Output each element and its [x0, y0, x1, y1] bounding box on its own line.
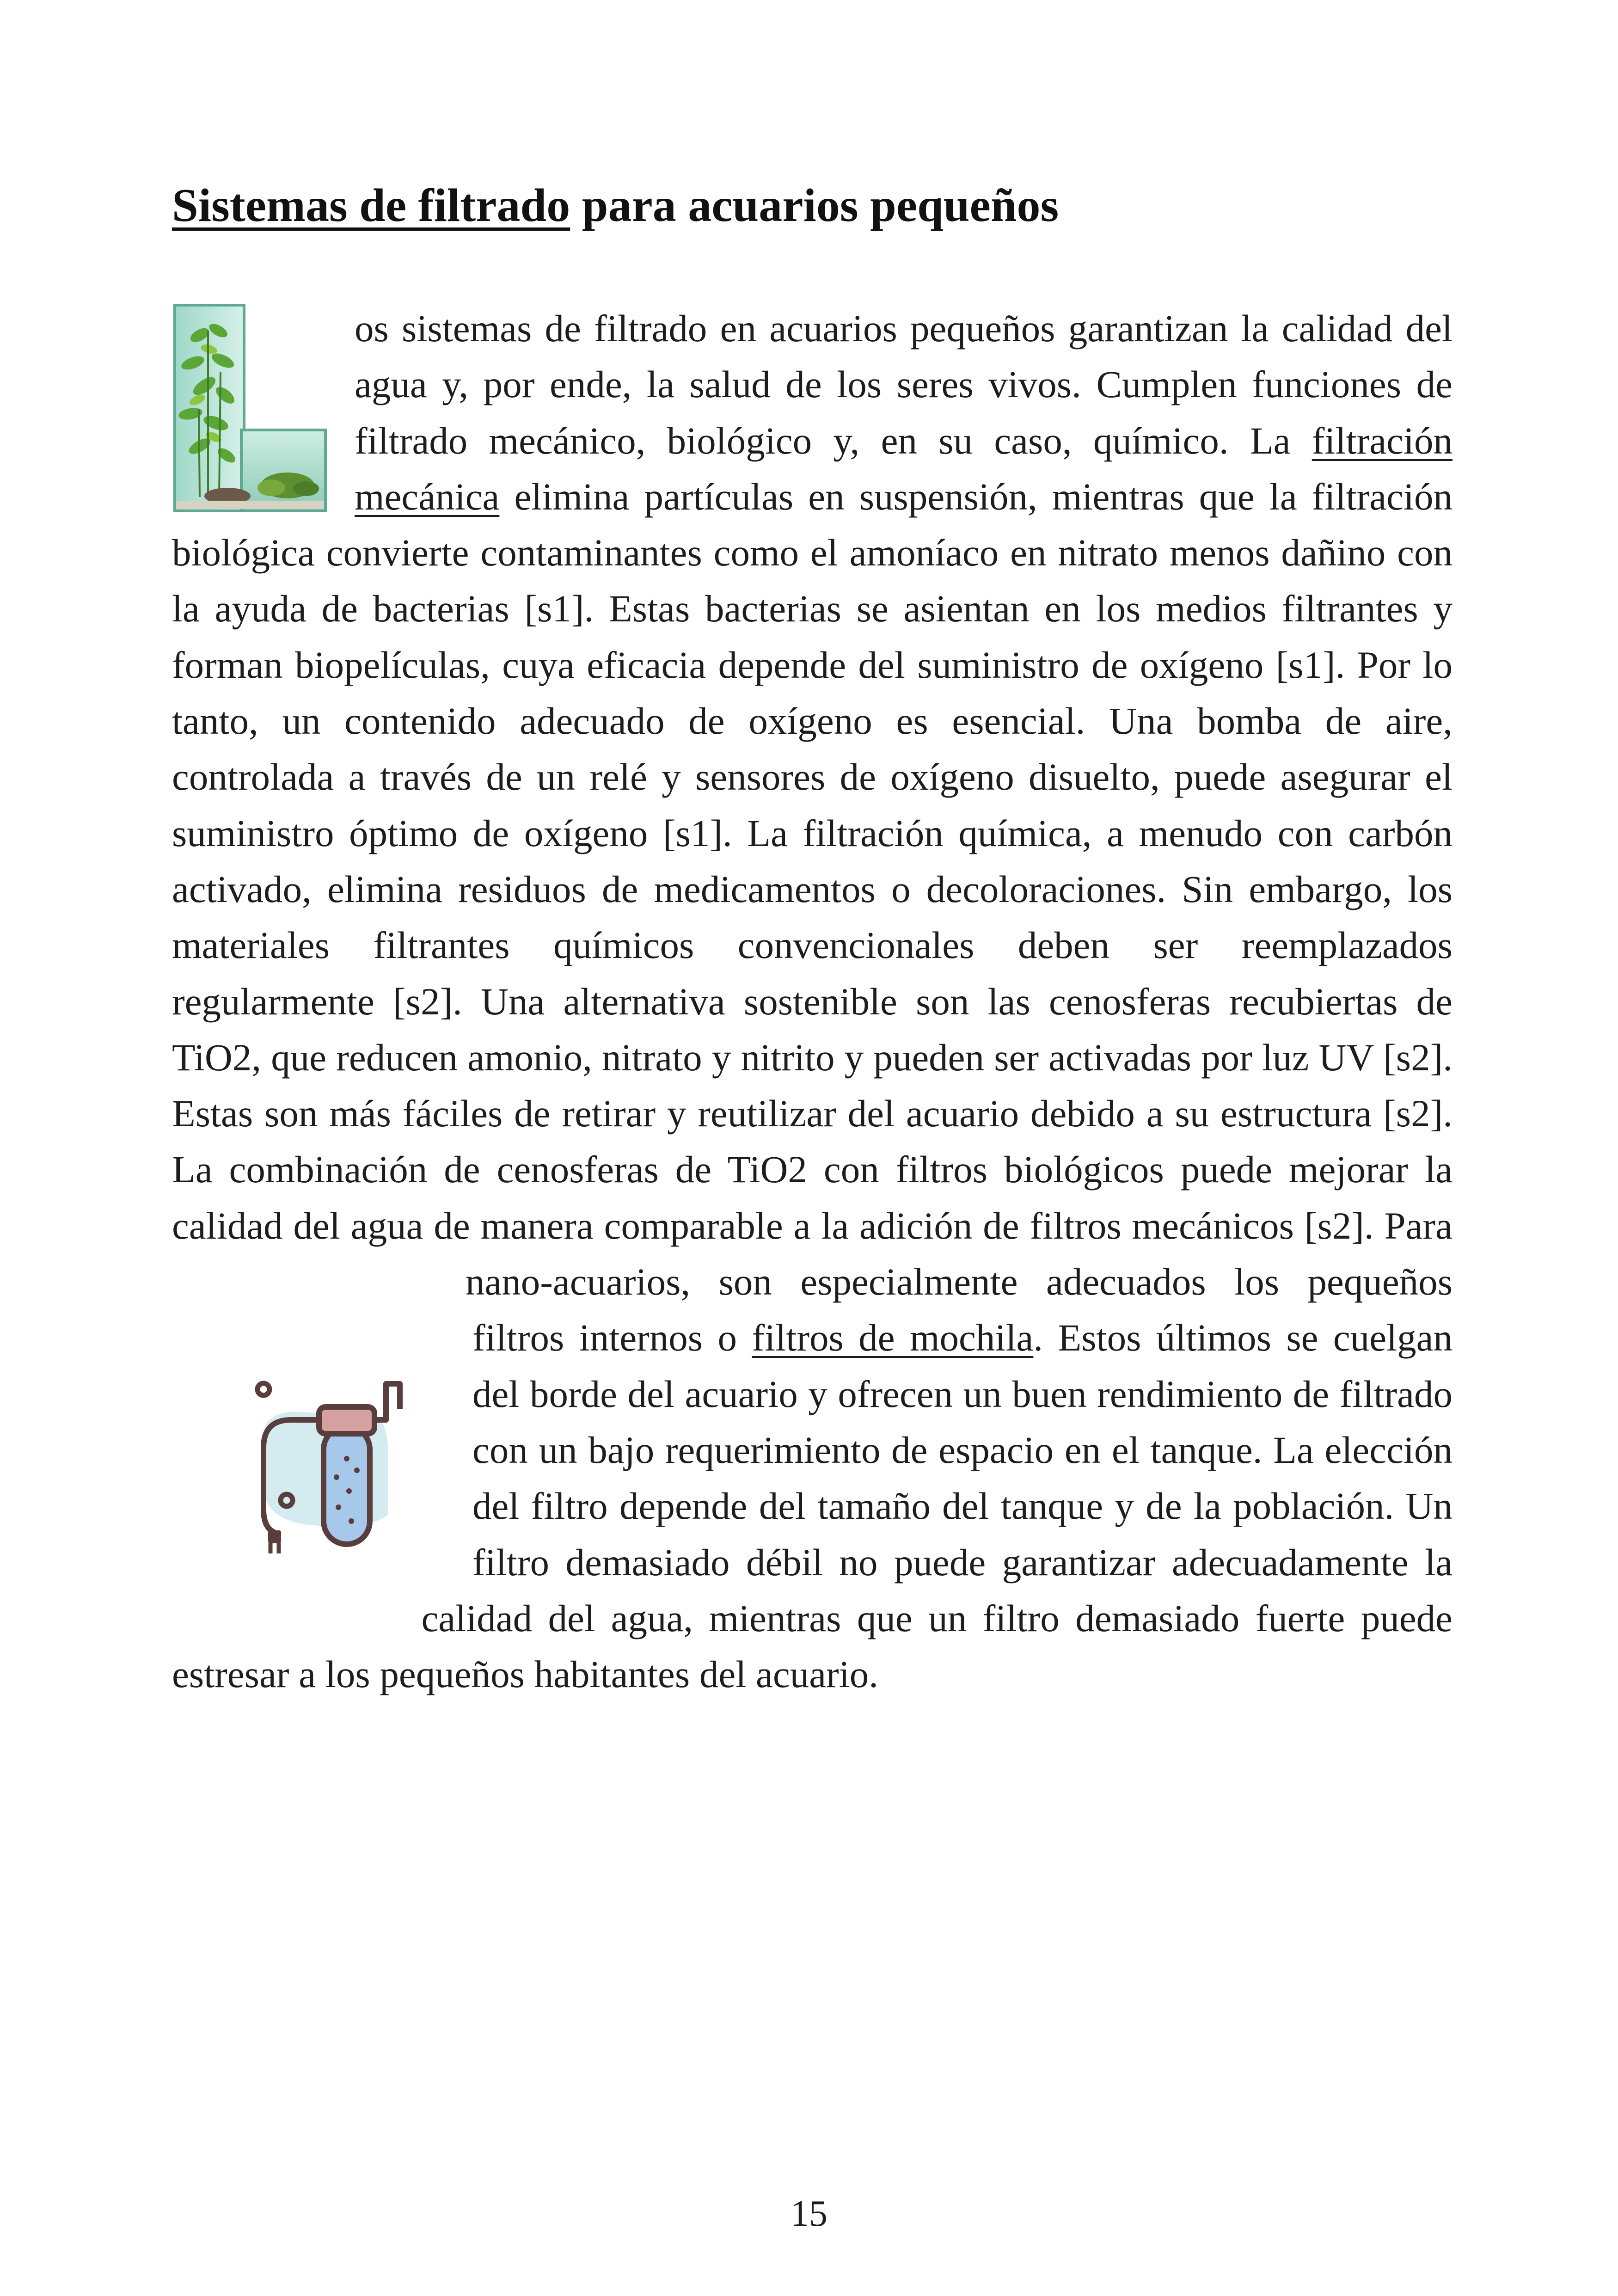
page-title — [172, 171, 1059, 240]
aquarium-filter-icon — [236, 1375, 411, 1560]
link-filtracion-mecanica[interactable]: filtración mecánica — [355, 419, 1453, 518]
aquarium-letter-l-icon — [172, 303, 329, 516]
link-filtros-de-mochila[interactable]: filtros de mochila — [752, 1316, 1034, 1359]
title-rest: para acuarios pequeños — [570, 179, 1059, 232]
title-underlined-part: Sistemas de filtrado — [172, 179, 570, 232]
paragraph-text-3: . Estos últimos se cuelgan del borde del acuario y ofrecen un buen rendimiento de filtrado con un bajo requerimiento de espacio en el tanque. La elección del filtro depende del tamaño del tanque y de la población. Un filtro demasiado débil no puede garantizar adecuadamente la calidad del agua, mientras que un filtro demasiado fuerte puede estresar a los pequeños habitantes del acuario. — [172, 1316, 1453, 1696]
paragraph-text-2: elimina partículas en suspensión, mientras que la filtración biológica convierte contaminantes como el amoníaco en nitrato menos dañino con la ayuda de bacterias [s1]. Estas bacterias se asientan en los medios filtrantes y forman biopelículas, cuya eficacia depende del suministro de oxígeno [s1]. Por lo tanto, un contenido adecuado de oxígeno es esencial. Una bomba de aire, controlada a través de un relé y sensores de oxígeno disuelto, puede asegurar el suministro óptimo de oxígeno [s1]. La filtración química, a menudo con carbón activado, elimina residuos de medicamentos o decoloraciones. Sin embargo, los materiales filtrantes químicos convencionales deben ser reemplazados regularmente [s2]. Una alternativa sostenible son las cenosferas recubiertas de TiO2, que reducen amonio, nitrato y nitrito y pueden ser activadas por luz UV [s2]. Estas son más fáciles de retirar y reutilizar del acuario debido a su estructura [s2]. La combinación de cenosferas de TiO2 con filtros biológicos puede mejorar la calidad del agua de manera comparable a la adición de filtros mecánicos [s2]. Para nano-acuarios, son especialmente adecuados los pequeños filtros internos o — [172, 475, 1453, 1359]
paragraph-text-1: os sistemas de filtrado en acuarios pequeños garantizan la calidad del agua y, por ende, la salud de los seres vivos. Cumplen funciones de filtrado mecánico, biológico y, en su caso, químico. La — [355, 307, 1453, 462]
page-number: 15 — [791, 2193, 827, 2234]
